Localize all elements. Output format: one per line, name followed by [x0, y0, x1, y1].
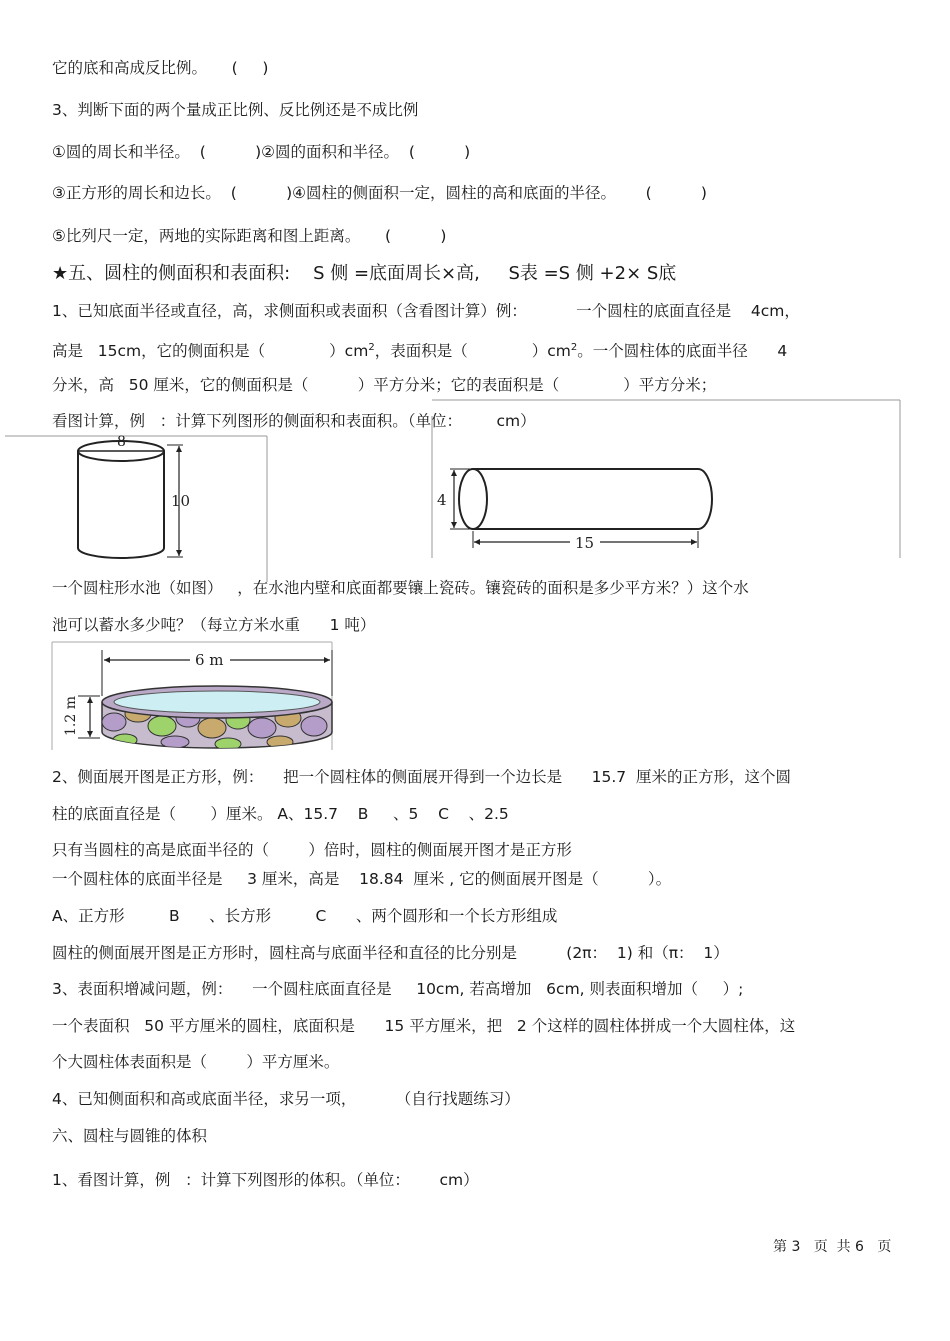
text-segment: ，表面积是（ ）cm	[374, 342, 571, 361]
section-heading-6: 六、圆柱与圆锥的体积	[52, 1127, 208, 1145]
superscript: 2	[368, 342, 375, 353]
page-number-footer: 第 3 页 共 6 页	[773, 1239, 892, 1255]
text-segment: 。一个圆柱体的底面半径 4	[577, 342, 788, 361]
text-line: 一个圆柱体的底面半径是 3 厘米，高是 18.84 厘米 , 它的侧面展开图是（ ）。	[52, 870, 672, 888]
text-line	[52, 338, 787, 361]
text-line: 2、侧面展开图是正方形，例： 把一个圆柱体的侧面展开得到一个边长是 15.7 厘米的正方形，这个圆	[52, 768, 792, 786]
text-line: 只有当圆柱的高是底面半径的（ ）倍时，圆柱的侧面展开图才是正方形	[52, 841, 572, 859]
pool-figure	[50, 640, 335, 752]
text-line: 一个圆柱形水池（如图） ，在水池内壁和底面都要镶上瓷砖。镶瓷砖的面积是多少平方米？）这个水	[52, 579, 749, 597]
horizontal-cylinder-figure	[430, 398, 905, 560]
text-line: 池可以蓄水多少吨？（每立方米水重 1 吨）	[52, 616, 376, 634]
text-line: 1、看图计算，例 ：计算下列图形的体积。（单位： cm）	[52, 1171, 479, 1189]
length-label: 15	[575, 534, 595, 552]
text-line: 圆柱的侧面展开图是正方形时，圆柱高与底面半径和直径的比分别是 (2π： 1) 和（π： 1）	[52, 944, 729, 962]
pool-diameter-label: 6 m	[195, 651, 224, 669]
text-line: 它的底和高成反比例。 ( )	[52, 59, 269, 77]
text-line: 3、表面积增减问题，例： 一个圆柱底面直径是 10cm, 若高增加 6cm, 则表面积增加（ ）;	[52, 980, 744, 998]
text-line: 个大圆柱体表面积是（ ）平方厘米。	[52, 1053, 340, 1071]
diameter-label: 8	[117, 434, 126, 450]
pool-height-label: 1.2 m	[63, 696, 79, 736]
text-line: 分米，高 50 厘米，它的侧面积是（ ）平方分米；它的表面积是（ ）平方分米；	[52, 376, 717, 394]
text-line: 看图计算，例 ：计算下列图形的侧面积和表面积。（单位： cm）	[52, 412, 536, 430]
text-line: A、正方形 B 、长方形 C 、两个圆形和一个长方形组成	[52, 907, 558, 925]
text-line: ③正方形的周长和边长。 ( )④圆柱的侧面积一定，圆柱的高和底面的半径。 ( )	[52, 184, 707, 202]
height-label: 10	[171, 492, 191, 510]
diameter-label: 4	[437, 491, 447, 509]
text-line: 柱的底面直径是（ ）厘米。 A、15.7 B 、5 C 、2.5	[52, 805, 509, 823]
text-segment: 高是 15cm，它的侧面积是（ ）cm	[52, 342, 369, 361]
text-line: 3、判断下面的两个量成正比例、反比例还是不成比例	[52, 101, 419, 119]
text-line: ①圆的周长和半径。 ( )②圆的面积和半径。 ( )	[52, 143, 471, 161]
cylinder-figure	[5, 432, 270, 584]
text-line: 4、已知侧面积和高或底面半径，求另一项， （自行找题练习）	[52, 1090, 520, 1108]
section-heading-5: ★五、圆柱的侧面积和表面积: S 侧 =底面周长×高, S表 =S 侧 +2× S底	[52, 263, 677, 284]
text-line: 一个表面积 50 平方厘米的圆柱，底面积是 15 平方厘米，把 2 个这样的圆柱体拼成一个大圆柱体，这	[52, 1017, 796, 1035]
text-line: 1、已知底面半径或直径，高，求侧面积或表面积（含看图计算）例： 一个圆柱的底面直径是 4cm，	[52, 302, 800, 320]
text-line: ⑤比列尺一定，两地的实际距离和图上距离。 ( )	[52, 227, 447, 245]
superscript: 2	[570, 342, 578, 353]
